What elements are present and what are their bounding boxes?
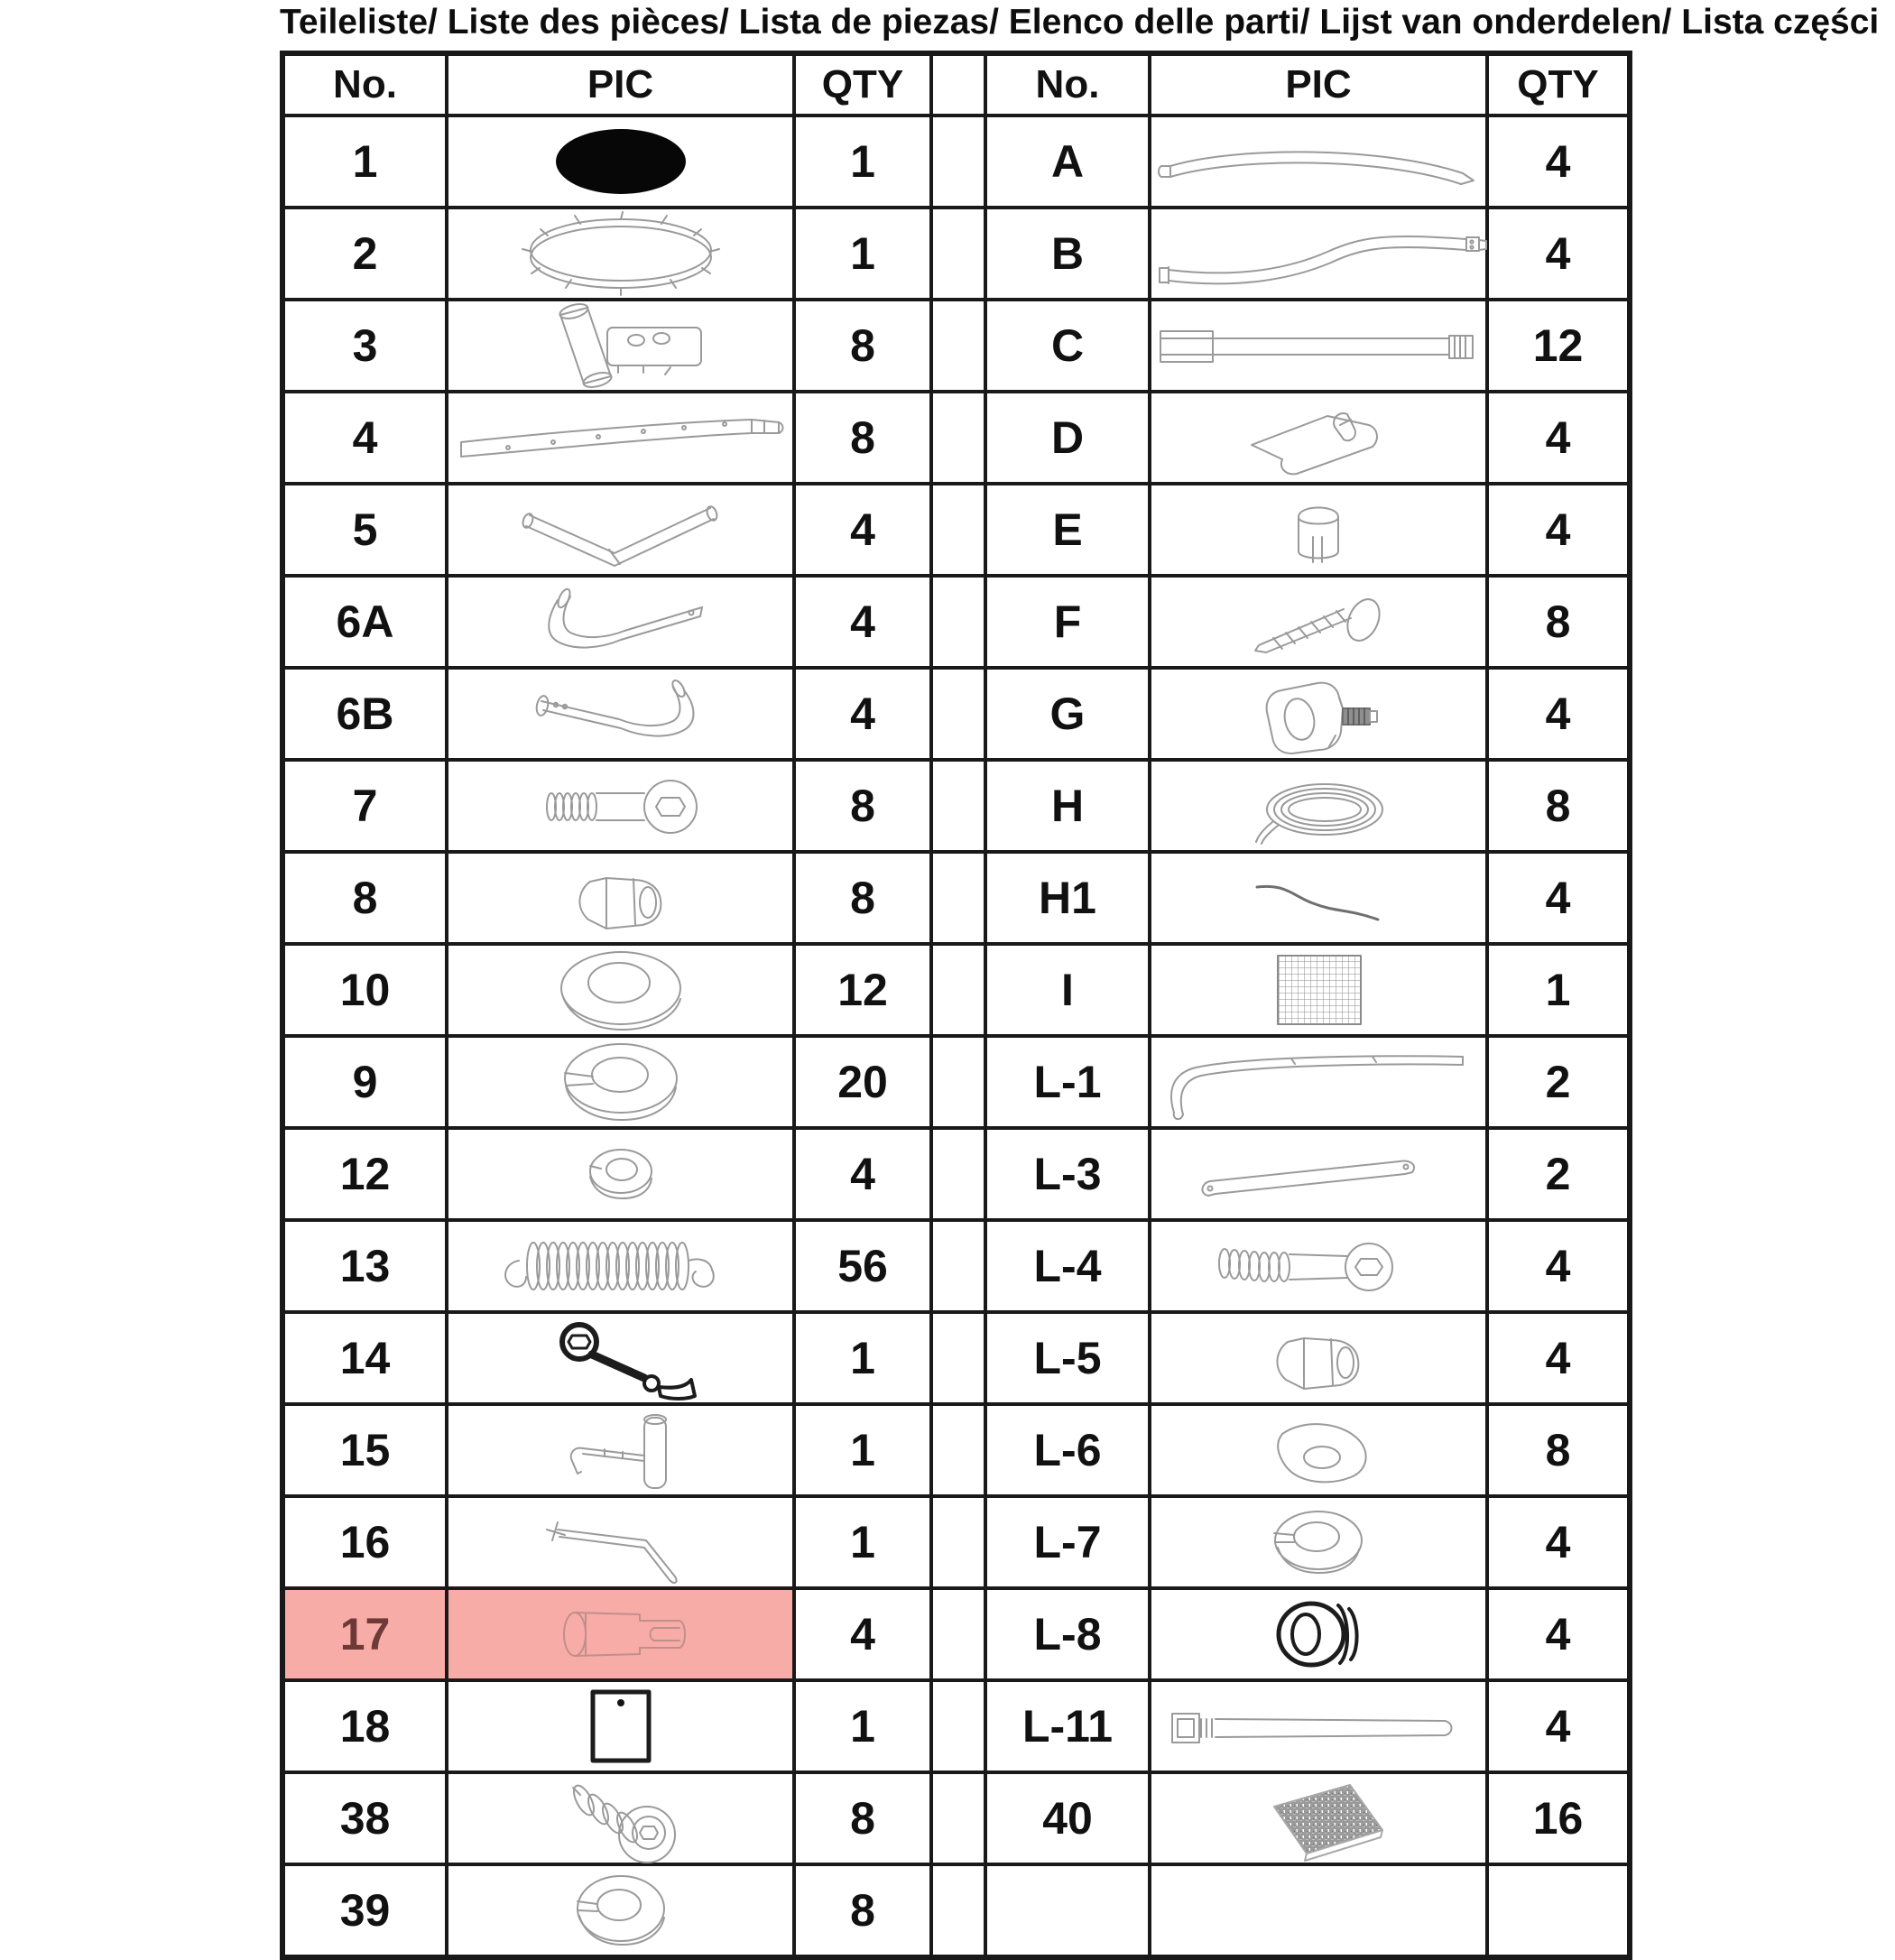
- table-row: [282, 944, 1630, 1036]
- gap-cell: [931, 1312, 985, 1404]
- table-row: [282, 1404, 1630, 1496]
- part-no: L-3: [985, 1128, 1150, 1220]
- split-ring-washer-icon: [567, 1871, 675, 1950]
- part-qty: 4: [1487, 1588, 1630, 1680]
- part-no: 12: [282, 1128, 447, 1220]
- part-no: A: [985, 116, 1150, 208]
- part-no: [985, 1864, 1150, 1957]
- part-qty: 8: [1487, 576, 1630, 668]
- tapping-screw-icon: [1246, 586, 1391, 658]
- part-pic: [447, 392, 794, 484]
- part-no: 5: [282, 484, 447, 576]
- part-qty: 4: [794, 576, 931, 668]
- header-row: [282, 53, 1630, 116]
- tension-spring-icon: [490, 1230, 752, 1302]
- table-row: [282, 392, 1630, 484]
- table-row: [282, 1864, 1630, 1957]
- part-qty: 4: [1487, 484, 1630, 576]
- part-qty: 8: [794, 760, 931, 852]
- part-no: L-1: [985, 1036, 1150, 1128]
- curved-enclosure-pole-icon: [1156, 130, 1481, 193]
- table-row: [282, 1036, 1630, 1128]
- small-washer-icon: [576, 1142, 666, 1206]
- part-no: 39: [282, 1864, 447, 1957]
- part-qty: 4: [1487, 208, 1630, 300]
- part-pic: [447, 1220, 794, 1312]
- part-qty: 8: [794, 300, 931, 392]
- part-qty: 1: [794, 1404, 931, 1496]
- table-row: [282, 668, 1630, 760]
- part-pic: [1150, 1404, 1487, 1496]
- part-pic: [1150, 1036, 1487, 1128]
- part-pic: [1150, 668, 1487, 760]
- part-pic: [447, 1680, 794, 1772]
- part-no: L-6: [985, 1404, 1150, 1496]
- large-split-washer-icon: [553, 1040, 689, 1123]
- part-qty: 4: [1487, 1312, 1630, 1404]
- header-qty-left: QTY: [794, 53, 931, 116]
- gap-cell: [931, 1128, 985, 1220]
- part-pic: [447, 1312, 794, 1404]
- part-pic: [1150, 1220, 1487, 1312]
- gap-cell: [931, 1404, 985, 1496]
- part-qty: 8: [794, 392, 931, 484]
- part-no: C: [985, 300, 1150, 392]
- gap-cell: [931, 1588, 985, 1680]
- part-qty: 1: [794, 1496, 931, 1588]
- part-qty: 2: [1487, 1036, 1630, 1128]
- gap-cell: [931, 300, 985, 392]
- socket-head-bolt-icon: [535, 774, 707, 837]
- table-row: [282, 484, 1630, 576]
- j-shaped-rod-icon: [1156, 1046, 1481, 1118]
- gap-cell: [931, 484, 985, 576]
- part-no: 7: [282, 760, 447, 852]
- part-no: 2: [282, 208, 447, 300]
- part-pic: [447, 1496, 794, 1588]
- table-row: [282, 208, 1630, 300]
- threaded-bolt-icon: [1210, 1234, 1427, 1298]
- part-qty: 4: [1487, 1680, 1630, 1772]
- part-no: 6A: [282, 576, 447, 668]
- part-no: 15: [282, 1404, 447, 1496]
- part-no: 13: [282, 1220, 447, 1312]
- gap-cell: [931, 208, 985, 300]
- part-qty: 1: [794, 116, 931, 208]
- part-qty: 4: [794, 1588, 931, 1680]
- split-washer-icon: [1260, 1506, 1377, 1578]
- part-pic: [1150, 1496, 1487, 1588]
- part-pic: [1150, 760, 1487, 852]
- part-qty: 4: [1487, 392, 1630, 484]
- table-row: [282, 852, 1630, 944]
- table-row: [282, 300, 1630, 392]
- part-pic: [1150, 944, 1487, 1036]
- part-pic: [447, 668, 794, 760]
- bent-leg-tube-b-icon: [531, 678, 711, 750]
- part-no: 10: [282, 944, 447, 1036]
- part-no: 3: [282, 300, 447, 392]
- slotted-clip-pin-icon: [553, 1603, 689, 1666]
- part-no: L-7: [985, 1496, 1150, 1588]
- cap-lock-nut-icon: [567, 862, 675, 934]
- part-qty: 4: [794, 484, 931, 576]
- gap-cell: [931, 668, 985, 760]
- part-qty: 4: [794, 1128, 931, 1220]
- gap-cell: [931, 1680, 985, 1772]
- part-no: 14: [282, 1312, 447, 1404]
- part-qty: 8: [1487, 1404, 1630, 1496]
- part-qty: 16: [1487, 1772, 1630, 1864]
- part-pic: [1150, 392, 1487, 484]
- extension-rod-icon: [1151, 319, 1485, 373]
- part-qty: 2: [1487, 1128, 1630, 1220]
- part-qty: 8: [794, 1772, 931, 1864]
- part-qty: 8: [794, 852, 931, 944]
- part-pic: [1150, 576, 1487, 668]
- gap-cell: [931, 1772, 985, 1864]
- part-no: L-11: [985, 1680, 1150, 1772]
- part-pic: [447, 1772, 794, 1864]
- part-qty: 1: [794, 208, 931, 300]
- part-no: 9: [282, 1036, 447, 1128]
- part-no: L-8: [985, 1588, 1150, 1680]
- page-title: Teileliste/ Liste des pièces/ Lista de piezas/ Elenco delle parti/ Lijst van onderdelen/ Lista części: [280, 3, 1880, 42]
- part-no: 1: [282, 116, 447, 208]
- part-pic: [447, 852, 794, 944]
- part-pic: [1150, 208, 1487, 300]
- gap-cell: [931, 116, 985, 208]
- table-row: [282, 1588, 1630, 1680]
- gap-cell: [931, 1864, 985, 1957]
- part-qty: 12: [1487, 300, 1630, 392]
- part-qty: 56: [794, 1220, 931, 1312]
- table-row: [282, 116, 1630, 208]
- header-no-right: No.: [985, 53, 1150, 116]
- v-shaped-leg-icon: [517, 494, 725, 566]
- header-pic-right: PIC: [1150, 53, 1487, 116]
- spanner-wrench-icon: [540, 1317, 702, 1400]
- part-no: D: [985, 392, 1150, 484]
- part-pic: [447, 484, 794, 576]
- spring-pull-tool-icon: [558, 1409, 684, 1492]
- part-no: F: [985, 576, 1150, 668]
- part-pic: [447, 1036, 794, 1128]
- part-pic: [447, 208, 794, 300]
- table-row: [282, 576, 1630, 668]
- part-pic: [1150, 484, 1487, 576]
- part-no: E: [985, 484, 1150, 576]
- part-pic: [1150, 116, 1487, 208]
- header-gap: [931, 53, 985, 116]
- part-qty: 4: [1487, 1496, 1630, 1588]
- table-row: [282, 1128, 1630, 1220]
- part-qty: 4: [1487, 1220, 1630, 1312]
- square-pad-icon: [580, 1685, 661, 1768]
- frame-ring-icon: [517, 212, 725, 295]
- part-no: G: [985, 668, 1150, 760]
- part-pic-empty: [1150, 1864, 1487, 1957]
- frame-rail-icon: [454, 406, 788, 469]
- teardrop-washer-icon: [1255, 1414, 1382, 1486]
- part-no: B: [985, 208, 1150, 300]
- part-qty: 1: [794, 1312, 931, 1404]
- part-qty: 4: [1487, 668, 1630, 760]
- header-qty-right: QTY: [1487, 53, 1630, 116]
- part-no: 4: [282, 392, 447, 484]
- part-no: 16: [282, 1496, 447, 1588]
- part-qty: 20: [794, 1036, 931, 1128]
- part-no-highlighted: 17: [282, 1588, 447, 1680]
- part-pic: [447, 300, 794, 392]
- gap-cell: [931, 392, 985, 484]
- part-no: H: [985, 760, 1150, 852]
- gap-cell: [931, 944, 985, 1036]
- flattened-tube-strap-icon: [1183, 1147, 1454, 1201]
- part-pic: [447, 116, 794, 208]
- part-qty: 4: [794, 668, 931, 760]
- part-pic: [447, 944, 794, 1036]
- anchor-plate-icon: [1237, 402, 1400, 474]
- part-qty: 1: [794, 1680, 931, 1772]
- gap-cell: [931, 576, 985, 668]
- part-no: I: [985, 944, 1150, 1036]
- gap-cell: [931, 760, 985, 852]
- part-qty: 4: [1487, 852, 1630, 944]
- cable-tie-icon: [1165, 1699, 1472, 1753]
- part-no: H1: [985, 852, 1150, 944]
- part-qty: 8: [1487, 760, 1630, 852]
- part-pic: [1150, 1588, 1487, 1680]
- short-cord-icon: [1246, 871, 1391, 925]
- part-no: 18: [282, 1680, 447, 1772]
- table-row: [282, 1220, 1630, 1312]
- grip-pad-icon: [1242, 1778, 1395, 1859]
- table-row: [282, 760, 1630, 852]
- table-row: [282, 1772, 1630, 1864]
- part-qty: 12: [794, 944, 931, 1036]
- parts-table: [280, 51, 1632, 1960]
- part-no: L-5: [985, 1312, 1150, 1404]
- phillips-l-key-icon: [540, 1506, 702, 1578]
- part-pic: [447, 576, 794, 668]
- part-pic: [1150, 1312, 1487, 1404]
- part-no: 6B: [282, 668, 447, 760]
- table-row: [282, 1496, 1630, 1588]
- part-pic: [447, 1404, 794, 1496]
- part-pic: [1150, 1128, 1487, 1220]
- part-qty: 8: [794, 1864, 931, 1957]
- coiled-cord-icon: [1242, 770, 1395, 842]
- s-curved-pole-icon: [1156, 217, 1481, 290]
- table-row: [282, 1680, 1630, 1772]
- washer-head-screw-icon: [553, 1777, 689, 1860]
- grommet-roller-icon: [1264, 1595, 1373, 1674]
- part-pic: [1150, 852, 1487, 944]
- header-no-left: No.: [282, 53, 447, 116]
- part-qty: 4: [1487, 116, 1630, 208]
- lock-nut-icon: [1264, 1322, 1373, 1394]
- part-no: 40: [985, 1772, 1150, 1864]
- part-no: 38: [282, 1772, 447, 1864]
- gap-cell: [931, 1220, 985, 1312]
- cap-plug-icon: [1282, 494, 1354, 566]
- curved-washer-icon: [549, 948, 693, 1031]
- part-pic: [447, 760, 794, 852]
- star-knob-bolt-icon: [1242, 672, 1395, 755]
- table-row: [282, 1312, 1630, 1404]
- part-pic: [1150, 300, 1487, 392]
- part-pic: [1150, 1772, 1487, 1864]
- gap-cell: [931, 852, 985, 944]
- t-socket-joint-icon: [535, 304, 707, 387]
- gap-cell: [931, 1496, 985, 1588]
- part-pic: [447, 1128, 794, 1220]
- gap-cell: [931, 1036, 985, 1128]
- header-pic-left: PIC: [447, 53, 794, 116]
- part-pic-highlighted: [447, 1588, 794, 1680]
- part-pic: [1150, 1680, 1487, 1772]
- trampoline-mat-icon: [544, 123, 698, 200]
- part-qty: 1: [1487, 944, 1630, 1036]
- part-no: 8: [282, 852, 447, 944]
- part-pic: [447, 1864, 794, 1957]
- part-no: L-4: [985, 1220, 1150, 1312]
- bent-leg-tube-a-icon: [531, 586, 711, 658]
- part-qty: [1487, 1864, 1630, 1957]
- net-mesh-icon: [1260, 948, 1377, 1031]
